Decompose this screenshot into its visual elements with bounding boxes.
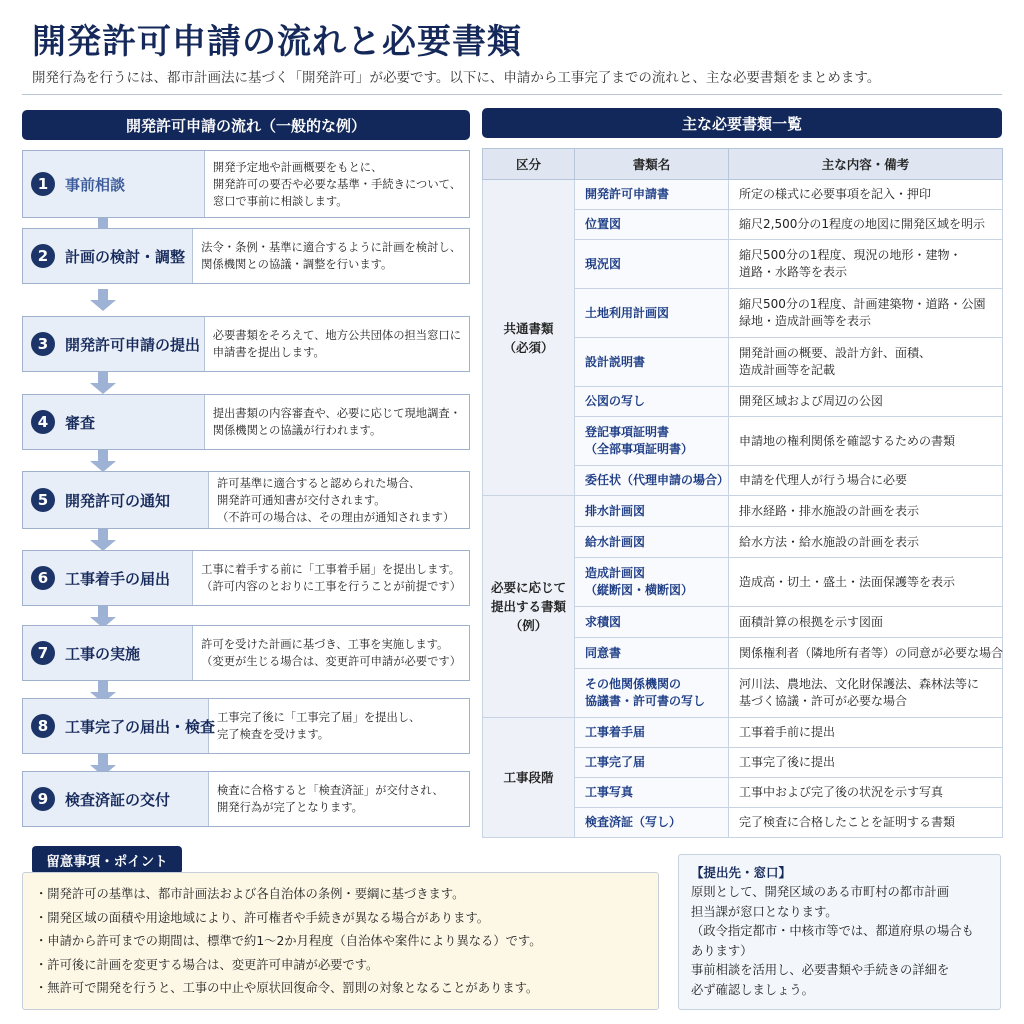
- column-header-document: 書類名: [575, 149, 729, 180]
- flow-step: [22, 228, 470, 284]
- step-description: [205, 395, 469, 449]
- document-notes: [729, 466, 1003, 496]
- document-notes-line: 縮尺500分の1程度、現況の地形・建物・: [739, 248, 962, 262]
- document-name-line: 工事完了届: [585, 755, 646, 769]
- documents-table: [482, 148, 1003, 838]
- document-name-line: 検査済証（写し）: [585, 815, 682, 829]
- flow-step-header: [23, 772, 209, 826]
- step-title: 事前相談: [65, 175, 126, 194]
- step-description: [205, 151, 469, 217]
- step-description-line: 開発許可通知書が交付されます。: [217, 493, 386, 507]
- header-divider: [22, 94, 1002, 95]
- document-notes: [729, 338, 1003, 387]
- column-header-category: 区分: [483, 149, 575, 180]
- document-notes-line: 緑地・造成計画等を表示: [739, 314, 872, 328]
- step-description-line: 完了検査を受けます。: [217, 728, 330, 741]
- step-description-line: 関係機関との協議が行われます。: [212, 424, 382, 437]
- document-name: [575, 718, 729, 748]
- document-name: [575, 558, 729, 607]
- step-title: 開発許可申請の提出: [65, 335, 201, 354]
- document-name: [575, 496, 729, 527]
- document-name-line: 開発許可申請書: [585, 187, 670, 201]
- flow-step: [22, 394, 470, 450]
- document-notes-line: 工事中および完了後の状況を示す写真: [739, 785, 944, 799]
- document-category: [483, 718, 575, 838]
- document-name: [575, 638, 729, 669]
- step-title: 工事着手の届出: [65, 569, 171, 588]
- step-description-line: 許可基準に適合すると認められた場合、: [217, 476, 421, 490]
- notes-heading: 留意事項・ポイント: [32, 846, 182, 874]
- contact-box: [678, 854, 1001, 1010]
- step-description-line: 開発許可の要否や必要な基準・手続きについて、: [212, 177, 461, 191]
- contact-line: 担当課が窓口となります。: [691, 904, 838, 919]
- contact-line: （政令指定都市・中核市等では、都道府県の場合も: [691, 924, 974, 938]
- step-description-line: （不許可の場合は、その理由が通知されます）: [217, 510, 455, 524]
- flow-step: [22, 150, 470, 218]
- step-title: 工事完了の届出・検査: [65, 717, 216, 736]
- step-number-badge: 7: [31, 641, 55, 665]
- document-name-line: 求積図: [585, 614, 622, 629]
- document-notes-line: 給水方法・給水施設の計画を表示: [739, 534, 920, 549]
- document-name-line: 委任状（代理申請の場合）: [585, 473, 730, 487]
- step-description-line: 開発行為が完了となります。: [217, 801, 363, 814]
- flow-step-header: [23, 626, 193, 680]
- document-notes-line: 道路・水路等を表示: [739, 265, 848, 279]
- step-description-line: 検査に合格すると「検査済証」が交付され、: [217, 784, 444, 797]
- contact-heading: 【提出先・窓口】: [691, 865, 792, 880]
- document-notes: [729, 808, 1003, 838]
- flow-step-header: [23, 395, 205, 449]
- document-category-line: （例）: [509, 618, 548, 633]
- document-notes-line: 開発計画の概要、設計方針、面積、: [739, 346, 932, 360]
- document-notes-line: 造成計画等を記載: [739, 363, 836, 377]
- document-category-line: 共通書類: [503, 320, 554, 336]
- flow-step-header: [23, 472, 209, 528]
- contact-line: 原則として、開発区域のある市町村の都市計画: [691, 885, 949, 899]
- document-name-line: （縦断図・横断図）: [585, 583, 694, 597]
- document-notes: [729, 289, 1003, 338]
- document-notes-line: 開発区域および周辺の公図: [739, 394, 884, 408]
- document-category-line: （必須）: [503, 339, 554, 355]
- document-name: [575, 387, 729, 417]
- flow-step: [22, 698, 470, 754]
- document-notes: [729, 607, 1003, 638]
- step-description: [193, 229, 469, 283]
- note-item: ・開発許可の基準は、都市計画法および各自治体の条例・要綱に基づきます。: [35, 887, 465, 901]
- step-description-line: 工事完了後に「工事完了届」を提出し、: [217, 711, 421, 724]
- flow-step-header: [23, 317, 205, 371]
- document-name-line: 土地利用計画図: [585, 305, 670, 320]
- step-number-badge: 8: [31, 714, 55, 738]
- step-description-line: 申請書を提出します。: [212, 346, 325, 359]
- document-name-line: （全部事項証明書）: [585, 442, 694, 456]
- step-description: [193, 551, 469, 605]
- page-title: 開発許可申請の流れと必要書類: [32, 22, 522, 62]
- document-name: [575, 289, 729, 338]
- document-name: [575, 669, 729, 718]
- document-name-line: 登記事項証明書: [585, 425, 670, 439]
- step-number-badge: 1: [31, 172, 55, 196]
- contact-line: 必ず確認しましょう。: [691, 982, 814, 997]
- notes-box: [22, 872, 659, 1010]
- document-notes-line: 河川法、農地法、文化財保護法、森林法等に: [739, 677, 980, 691]
- document-name-line: 工事写真: [585, 785, 634, 799]
- step-number-badge: 5: [31, 488, 55, 512]
- flow-heading: 開発許可申請の流れ（一般的な例）: [22, 110, 470, 140]
- document-name-line: 現況図: [585, 256, 622, 271]
- document-notes: [729, 638, 1003, 669]
- document-name-line: 位置図: [585, 217, 622, 231]
- document-notes-line: 面積計算の根拠を示す図面: [739, 614, 884, 629]
- document-name-line: 給水計画図: [585, 534, 646, 549]
- step-description-line: 関係機関との協議・調整を行います。: [201, 258, 393, 271]
- documents-heading: 主な必要書類一覧: [482, 108, 1002, 138]
- document-notes-line: 工事着手前に提出: [739, 725, 836, 739]
- document-name: [575, 466, 729, 496]
- flow-arrow-icon: [90, 289, 116, 313]
- document-name: [575, 748, 729, 778]
- flow-step-header: [23, 551, 193, 605]
- step-description: [193, 626, 469, 680]
- flow-arrow-icon: [90, 372, 116, 396]
- document-notes-line: 完了検査に合格したことを証明する書類: [739, 815, 956, 829]
- step-description-line: （許可内容のとおりに工事を行うことが前提です）: [201, 580, 461, 593]
- step-description: [209, 772, 469, 826]
- document-name: [575, 778, 729, 808]
- step-description: [209, 699, 469, 753]
- document-notes: [729, 496, 1003, 527]
- document-name-line: 工事着手届: [585, 725, 646, 739]
- step-title: 工事の実施: [65, 644, 141, 663]
- document-name-line: 造成計画図: [585, 566, 646, 580]
- document-notes: [729, 240, 1003, 289]
- step-description-line: （変更が生じる場合は、変更許可申請が必要です）: [201, 655, 461, 668]
- document-name-line: その他関係機関の: [585, 677, 682, 691]
- document-notes-line: 造成高・切土・盛土・法面保護等を表示: [739, 574, 956, 589]
- table-row: [483, 496, 1003, 527]
- note-item: ・許可後に計画を変更する場合は、変更許可申請が必要です。: [35, 957, 379, 972]
- note-item: ・申請から許可までの期間は、標準で約1〜2か月程度（自治体や案件により異なる）です。: [35, 934, 542, 948]
- step-description: [209, 472, 469, 528]
- document-name-line: 同意書: [585, 645, 622, 660]
- document-category-line: 工事段階: [503, 770, 554, 785]
- document-name: [575, 180, 729, 210]
- step-number-badge: 3: [31, 332, 55, 356]
- step-description-line: 工事に着手する前に「工事着手届」を提出します。: [201, 563, 461, 576]
- document-notes-line: 基づく協議・許可が必要な場合: [739, 694, 908, 708]
- document-name: [575, 527, 729, 558]
- step-title: 開発許可の通知: [65, 491, 171, 510]
- flow-step: [22, 771, 470, 827]
- document-name-line: 協議書・許可書の写し: [585, 694, 706, 708]
- page-subtitle: 開発行為を行うには、都市計画法に基づく「開発許可」が必要です。以下に、申請から工事完了までの流れと、主な必要書類をまとめます。: [32, 70, 881, 86]
- flow-step-header: [23, 229, 193, 283]
- step-number-badge: 9: [31, 787, 55, 811]
- document-notes-line: 申請地の権利関係を確認するための書類: [739, 433, 956, 448]
- flow-step: [22, 625, 470, 681]
- note-item: ・無許可で開発を行うと、工事の中止や原状回復命令、罰則の対象となることがあります。: [35, 981, 539, 995]
- document-notes: [729, 527, 1003, 558]
- document-notes: [729, 180, 1003, 210]
- document-notes-line: 縮尺500分の1程度、計画建築物・道路・公園: [739, 297, 986, 311]
- flow-step: [22, 471, 470, 529]
- step-number-badge: 4: [31, 410, 55, 434]
- table-row: [483, 718, 1003, 748]
- step-title: 計画の検討・調整: [65, 247, 186, 266]
- step-number-badge: 6: [31, 566, 55, 590]
- document-name-line: 公図の写し: [585, 394, 646, 408]
- document-notes: [729, 558, 1003, 607]
- document-notes-line: 排水経路・排水施設の計画を表示: [739, 503, 920, 518]
- flow-step: [22, 550, 470, 606]
- document-notes-line: 工事完了後に提出: [739, 755, 836, 769]
- step-title: 審査: [65, 413, 96, 432]
- contact-line: 事前相談を活用し、必要書類や手続きの詳細を: [691, 963, 950, 977]
- flow-step-header: [23, 699, 216, 753]
- document-name: [575, 607, 729, 638]
- document-notes: [729, 387, 1003, 417]
- step-description: [205, 317, 469, 371]
- contact-line: あります）: [691, 943, 753, 958]
- document-notes: [729, 718, 1003, 748]
- document-notes-line: 関係権利者（隣地所有者等）の同意が必要な場合: [739, 645, 1004, 660]
- step-description-line: 提出書類の内容審査や、必要に応じて現地調査・: [212, 407, 461, 420]
- document-name: [575, 240, 729, 289]
- step-description-line: 許可を受けた計画に基づき、工事を実施します。: [201, 638, 449, 651]
- note-item: ・開発区域の面積や用途地域により、許可権者や手続きが異なる場合があります。: [35, 910, 490, 925]
- document-notes: [729, 210, 1003, 240]
- document-category: [483, 180, 575, 496]
- document-name: [575, 417, 729, 466]
- document-name: [575, 808, 729, 838]
- step-number-badge: 2: [31, 244, 55, 268]
- flow-step: [22, 316, 470, 372]
- document-category-line: 提出する書類: [490, 599, 566, 614]
- document-category: [483, 496, 575, 718]
- document-notes: [729, 669, 1003, 718]
- step-description-line: 開発予定地や計画概要をもとに、: [212, 160, 383, 174]
- document-name-line: 排水計画図: [585, 503, 646, 518]
- column-header-notes: 主な内容・備考: [729, 149, 1003, 180]
- document-notes-line: 縮尺2,500分の1程度の地図に開発区域を明示: [739, 217, 985, 231]
- document-category-line: 必要に応じて: [490, 580, 566, 595]
- document-name: [575, 210, 729, 240]
- document-notes: [729, 778, 1003, 808]
- document-notes-line: 申請を代理人が行う場合に必要: [739, 473, 908, 487]
- document-notes-line: 所定の様式に必要事項を記入・押印: [739, 187, 932, 201]
- step-description-line: 必要書類をそろえて、地方公共団体の担当窓口に: [212, 329, 461, 342]
- step-title: 検査済証の交付: [65, 790, 171, 809]
- document-notes: [729, 748, 1003, 778]
- document-name-line: 設計説明書: [585, 354, 646, 369]
- flow-step-header: [23, 151, 205, 217]
- step-description-line: 窓口で事前に相談します。: [212, 194, 348, 208]
- table-row: [483, 180, 1003, 210]
- document-notes: [729, 417, 1003, 466]
- step-description-line: 法令・条例・基準に適合するように計画を検討し、: [201, 241, 461, 254]
- document-name: [575, 338, 729, 387]
